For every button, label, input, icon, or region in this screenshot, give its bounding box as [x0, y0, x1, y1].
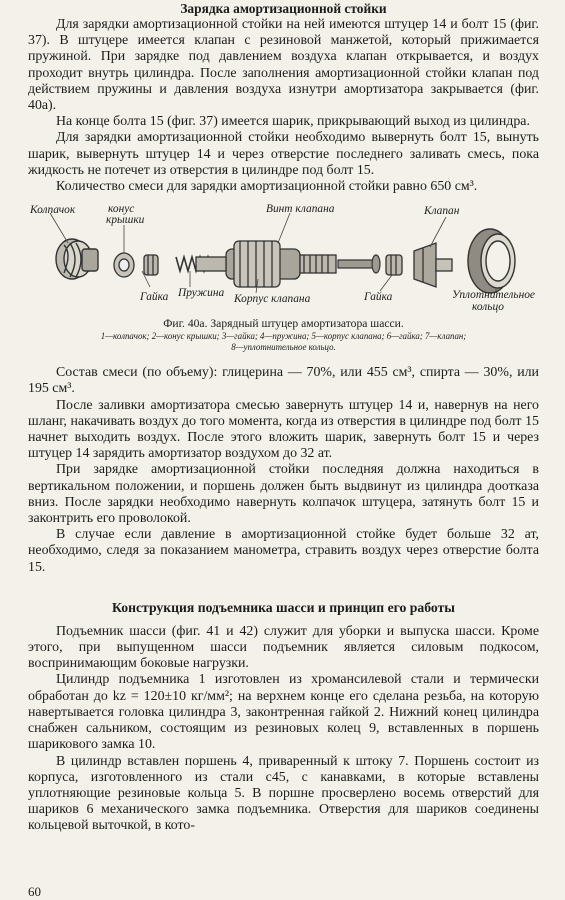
nut-part [144, 255, 158, 275]
paragraph: В случае если давление в амортизационной стойке будет больше 32 ат, необходимо, следя за показанием манометра, стравить воздух через отверстие болта 15. [28, 527, 539, 575]
label-cap: Колпачок [30, 204, 76, 217]
paragraph: Состав смеси (по объему): глицерина — 70%, или 455 см³, спирта — 30%, или 195 см³. [28, 365, 539, 397]
page-number: 60 [28, 884, 41, 899]
paragraph: Для зарядки амортизационной стойки на ней имеются штуцер 14 и болт 15 (фиг. 37). В штуцере имеется клапан с резиновой манжетой, который прижимается пружиной. При зарядке под давлением воздуха клапан открывается, и воздух проходит внутрь цилиндра. После заполнения амортизационной стойки клапан под действием пружины и давления воздуха изнутри амортизатора закрывается (фиг. 40а). [28, 17, 539, 114]
figure-legend: 8—уплотнительное кольцо. [231, 342, 336, 353]
valve-part [414, 243, 452, 287]
cone-part [114, 253, 134, 277]
figure-charging-fitting [28, 203, 539, 313]
valve-screw-part [338, 255, 380, 273]
label-valve-body: Корпус клапана [234, 293, 311, 306]
paragraph: В цилиндр вставлен поршень 4, приваренный к штоку 7. Поршень состоит из корпуса, изготовленного из стали с45, с канавками, в которые вставлены уплотняющие резиновые кольца 5. В поршне просверлено восемь отверстий для шариков 6 механического замка подъемника. Отверстия для шариков соединены кольцевой выточкой, в кото- [28, 753, 539, 834]
paragraph: Цилиндр подъемника 1 изготовлен из хромансилевой стали и термически обработан до kz = 120±10 кг/мм²; на верхнем конце его сделана резьба, на которую навертывается головка цилиндра 3, законтренная гайкой 2. Нижний конец цилиндра снабжен сальником, состоящим из резиновых колец 9, вставленных в поршень шарикового замка 10. [28, 672, 539, 753]
paragraph: Для зарядки амортизационной стойки необходимо вывернуть болт 15, вынуть шарик, вывернуть штуцер 14 и через отверстие последнего заливать смесь, пока жидкость не потечет из отверстия в цилиндре под болт 15. [28, 130, 539, 178]
paragraph: После заливки амортизатора смесью завернуть штуцер 14 и, навернув на него шланг, накачивать воздух до того момента, когда из отверстия в цилиндре под болт 15 начнет выходить воздух. После этого вложить шарик, завернуть болт 15 и через штуцер 14 зарядить амортизатор воздухом до 32 ат. [28, 397, 539, 462]
paragraph: Количество смеси для зарядки амортизационной стойки равно 650 см³. [56, 179, 478, 195]
paragraph: Подъемник шасси (фиг. 41 и 42) служит для уборки и выпуска шасси. Кроме этого, при выпущенном шасси подъемник является силовым подкосом, воспринимающим боковые нагрузки. [28, 623, 539, 672]
page-heading: Зарядка амортизационной стойки [180, 1, 387, 16]
paragraph: На конце болта 15 (фиг. 37) имеется шарик, прикрывающий выход из цилиндра. [56, 114, 530, 130]
label-valve: Клапан [424, 205, 460, 218]
label-seal-ring-2: кольцо [472, 301, 504, 314]
seal-ring-part [468, 229, 515, 293]
label-nut: Гайка [140, 291, 169, 304]
label-cone: конус [108, 203, 135, 216]
label-seal-ring: Уплотнительное [452, 289, 535, 302]
figure-caption: Фиг. 40а. Зарядный штуцер амортизатора шасси. [163, 317, 404, 331]
figure-legend: 1—колпачок; 2—конус крышки; 3—гайка; 4—пружина; 5—корпус клапана; 6—гайка; 7—клапан; [100, 331, 467, 342]
nut-part-2 [386, 255, 402, 275]
paragraph: При зарядке амортизационной стойки последняя должна находиться в вертикальном положении, и поршень должен быть выдвинут из цилиндра доотказа вниз. После зарядки необходимо навернуть колпачок штуцера, затянуть болт 15 и законтрить его проволокой. [28, 462, 539, 527]
cap-part [56, 239, 98, 279]
label-spring: Пружина [178, 287, 225, 300]
label-valve-screw: Винт клапана [266, 203, 335, 216]
valve-body-part [196, 241, 336, 287]
label-nut-2: Гайка [364, 291, 393, 304]
label-cone-cover: крышки [106, 214, 145, 227]
section-title: Конструкция подъемника шасси и принцип его работы [112, 599, 455, 615]
